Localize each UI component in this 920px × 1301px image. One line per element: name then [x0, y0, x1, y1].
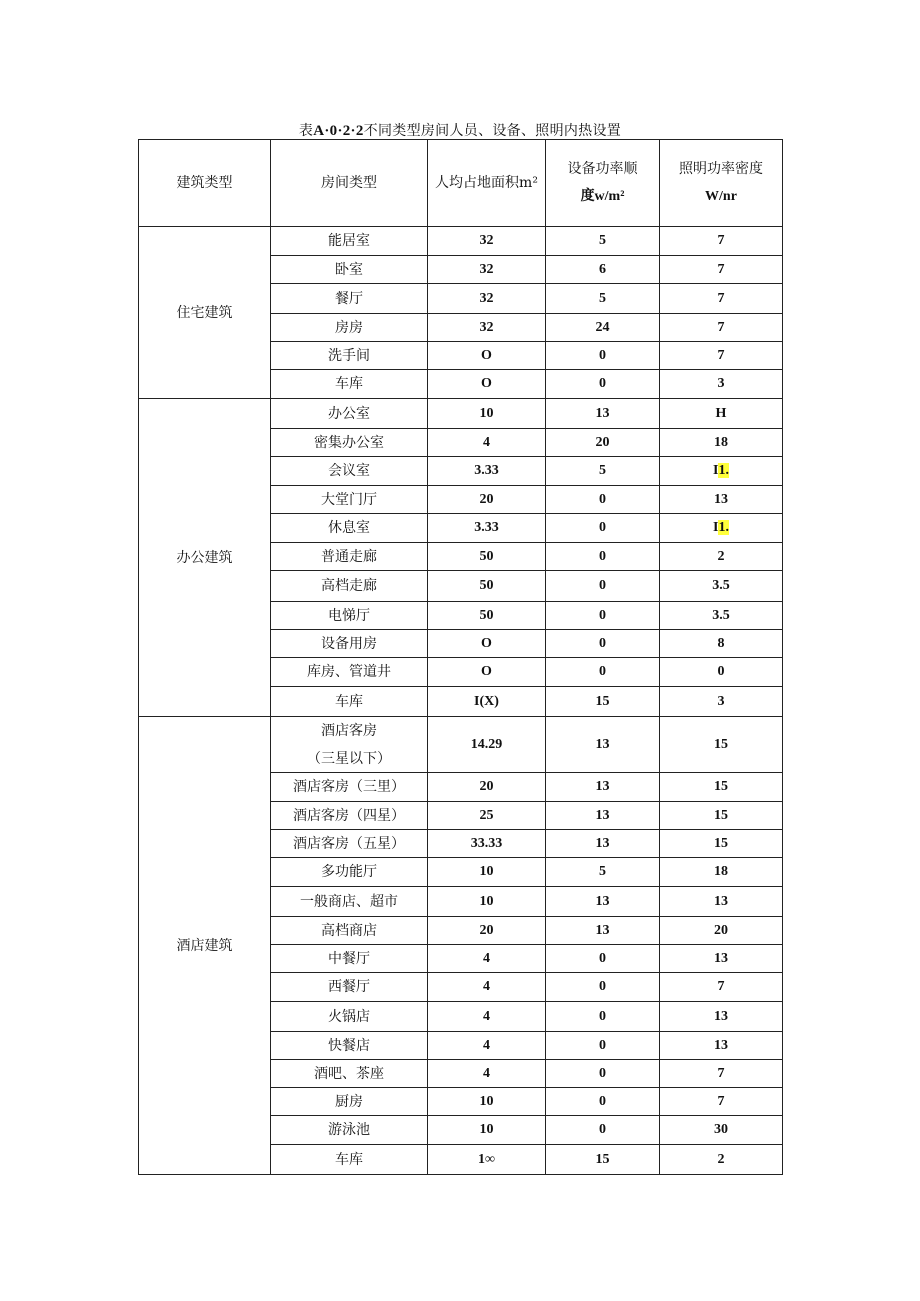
header-row: [139, 140, 783, 227]
room-cell: 酒店客房（五星）: [271, 830, 428, 858]
header-area-per-person: 人均占地面积m²: [428, 140, 546, 227]
light-value-part-a: I: [713, 463, 719, 478]
equip-cell: 0: [546, 514, 660, 543]
area-cell: I(X): [428, 687, 546, 717]
header-equipment-line2: 度w/m²: [580, 189, 625, 204]
light-cell: 15: [660, 773, 783, 802]
room-cell: 酒吧、茶座: [271, 1060, 428, 1088]
area-cell: 3.33: [428, 457, 546, 486]
light-cell: [660, 457, 783, 486]
area-cell: 32: [428, 227, 546, 256]
equip-cell: 0: [546, 486, 660, 514]
area-cell: O: [428, 370, 546, 399]
equip-cell: 13: [546, 717, 660, 773]
equip-cell: 13: [546, 917, 660, 945]
light-cell: 7: [660, 314, 783, 342]
room-cell: [271, 717, 428, 773]
room-cell: 能居室: [271, 227, 428, 256]
equip-cell: 0: [546, 945, 660, 973]
light-cell: 7: [660, 1088, 783, 1116]
area-cell: O: [428, 342, 546, 370]
area-cell: 4: [428, 1032, 546, 1060]
light-cell: 2: [660, 1145, 783, 1175]
light-cell: H: [660, 399, 783, 429]
light-cell: 13: [660, 486, 783, 514]
room-cell: 西餐厅: [271, 973, 428, 1002]
equip-cell: 15: [546, 687, 660, 717]
room-cell: 房房: [271, 314, 428, 342]
room-cell: 车库: [271, 370, 428, 399]
area-cell: 50: [428, 602, 546, 630]
light-cell: 8: [660, 630, 783, 658]
room-cell: 高档商店: [271, 917, 428, 945]
header-equipment-power: [546, 140, 660, 227]
room-cell: 洗手间: [271, 342, 428, 370]
room-cell: 会议室: [271, 457, 428, 486]
equip-cell: 0: [546, 1088, 660, 1116]
equip-cell: 13: [546, 773, 660, 802]
room-cell: 餐厅: [271, 284, 428, 314]
area-cell: 32: [428, 256, 546, 284]
room-cell: 酒店客房（四星）: [271, 802, 428, 830]
equip-cell: 13: [546, 399, 660, 429]
equip-cell: 5: [546, 284, 660, 314]
equip-cell: 0: [546, 1060, 660, 1088]
table-caption: [0, 120, 920, 140]
area-cell: 4: [428, 945, 546, 973]
room-cell: 大堂门厅: [271, 486, 428, 514]
highlighted-value: 1.: [718, 520, 729, 535]
room-cell: 一般商店、超市: [271, 887, 428, 917]
equip-cell: 0: [546, 973, 660, 1002]
area-cell: O: [428, 658, 546, 687]
light-value-part-a: I: [713, 520, 719, 535]
equip-cell: 5: [546, 227, 660, 256]
light-cell: 20: [660, 917, 783, 945]
equip-cell: 5: [546, 858, 660, 887]
area-cell: 50: [428, 543, 546, 571]
group-label-residential: 住宅建筑: [139, 227, 271, 399]
room-cell: 车库: [271, 1145, 428, 1175]
room-line1: 酒店客房: [321, 722, 377, 739]
header-building-type: 建筑类型: [139, 140, 271, 227]
area-cell: 1∞: [428, 1145, 546, 1175]
light-cell: 0: [660, 658, 783, 687]
room-cell: 普通走廊: [271, 543, 428, 571]
table-row: [139, 227, 783, 256]
light-cell: 3: [660, 687, 783, 717]
room-cell: 多功能厅: [271, 858, 428, 887]
equip-cell: 0: [546, 1032, 660, 1060]
equip-cell: 13: [546, 830, 660, 858]
light-cell: 3.5: [660, 571, 783, 602]
area-cell: 20: [428, 773, 546, 802]
table-row: [139, 399, 783, 429]
area-cell: 20: [428, 917, 546, 945]
equip-cell: 0: [546, 342, 660, 370]
light-cell: 7: [660, 342, 783, 370]
equip-cell: 20: [546, 429, 660, 457]
light-cell: [660, 514, 783, 543]
equip-cell: 0: [546, 630, 660, 658]
equip-cell: 24: [546, 314, 660, 342]
area-cell: 33.33: [428, 830, 546, 858]
equip-cell: 0: [546, 1116, 660, 1145]
room-cell: 车库: [271, 687, 428, 717]
light-cell: 7: [660, 1060, 783, 1088]
room-cell: 卧室: [271, 256, 428, 284]
light-cell: 7: [660, 973, 783, 1002]
area-cell: 4: [428, 1060, 546, 1088]
light-cell: 7: [660, 256, 783, 284]
room-cell: 火锅店: [271, 1002, 428, 1032]
area-cell: 10: [428, 887, 546, 917]
equip-cell: 5: [546, 457, 660, 486]
area-cell: 14.29: [428, 717, 546, 773]
light-cell: 18: [660, 858, 783, 887]
light-cell: 7: [660, 227, 783, 256]
area-cell: 4: [428, 973, 546, 1002]
area-cell: 25: [428, 802, 546, 830]
room-cell: 休息室: [271, 514, 428, 543]
room-cell: 酒店客房（三里）: [271, 773, 428, 802]
equip-cell: 0: [546, 658, 660, 687]
header-room-type: 房间类型: [271, 140, 428, 227]
equip-cell: 15: [546, 1145, 660, 1175]
group-label-hotel: 酒店建筑: [139, 717, 271, 1175]
equip-cell: 13: [546, 887, 660, 917]
room-cell: 中餐厅: [271, 945, 428, 973]
room-cell: 高档走廊: [271, 571, 428, 602]
area-cell: 20: [428, 486, 546, 514]
room-cell: 密集办公室: [271, 429, 428, 457]
light-cell: 15: [660, 802, 783, 830]
room-cell: 办公室: [271, 399, 428, 429]
area-cell: 10: [428, 1088, 546, 1116]
light-cell: 15: [660, 717, 783, 773]
equip-cell: 0: [546, 1002, 660, 1032]
equip-cell: 6: [546, 256, 660, 284]
light-cell: 15: [660, 830, 783, 858]
light-cell: 3.5: [660, 602, 783, 630]
header-lighting-line1: 照明功率密度: [679, 161, 763, 177]
area-cell: 3.33: [428, 514, 546, 543]
room-cell: 游泳池: [271, 1116, 428, 1145]
area-cell: 10: [428, 858, 546, 887]
room-cell: 电悌厅: [271, 602, 428, 630]
light-cell: 18: [660, 429, 783, 457]
area-cell: 4: [428, 429, 546, 457]
light-cell: 3: [660, 370, 783, 399]
room-cell: 厨房: [271, 1088, 428, 1116]
room-line2: （三星以下）: [307, 750, 391, 767]
area-cell: O: [428, 630, 546, 658]
light-cell: 13: [660, 887, 783, 917]
table-row: [139, 717, 783, 773]
area-cell: 4: [428, 1002, 546, 1032]
light-cell: 13: [660, 945, 783, 973]
equip-cell: 0: [546, 543, 660, 571]
area-cell: 50: [428, 571, 546, 602]
light-cell: 30: [660, 1116, 783, 1145]
equip-cell: 0: [546, 602, 660, 630]
caption-title: 不同类型房间人员、设备、照明内热设置: [363, 123, 622, 139]
caption-prefix: 表: [298, 123, 314, 139]
light-cell: 2: [660, 543, 783, 571]
equip-cell: 0: [546, 370, 660, 399]
group-label-office: 办公建筑: [139, 399, 271, 717]
light-cell: 13: [660, 1002, 783, 1032]
area-cell: 10: [428, 1116, 546, 1145]
header-lighting-density: [660, 140, 783, 227]
area-cell: 32: [428, 314, 546, 342]
heat-settings-table: [138, 139, 783, 1175]
caption-code: A·0·2·2: [313, 123, 364, 139]
header-lighting-line2: W/nr: [705, 189, 737, 204]
highlighted-value: 1.: [718, 463, 729, 478]
light-cell: 13: [660, 1032, 783, 1060]
room-cell: 快餐店: [271, 1032, 428, 1060]
area-cell: 10: [428, 399, 546, 429]
room-cell: 设备用房: [271, 630, 428, 658]
equip-cell: 0: [546, 571, 660, 602]
room-cell: 库房、管道井: [271, 658, 428, 687]
equip-cell: 13: [546, 802, 660, 830]
light-cell: 7: [660, 284, 783, 314]
area-cell: 32: [428, 284, 546, 314]
header-equipment-line1: 设备功率顺: [567, 161, 638, 177]
